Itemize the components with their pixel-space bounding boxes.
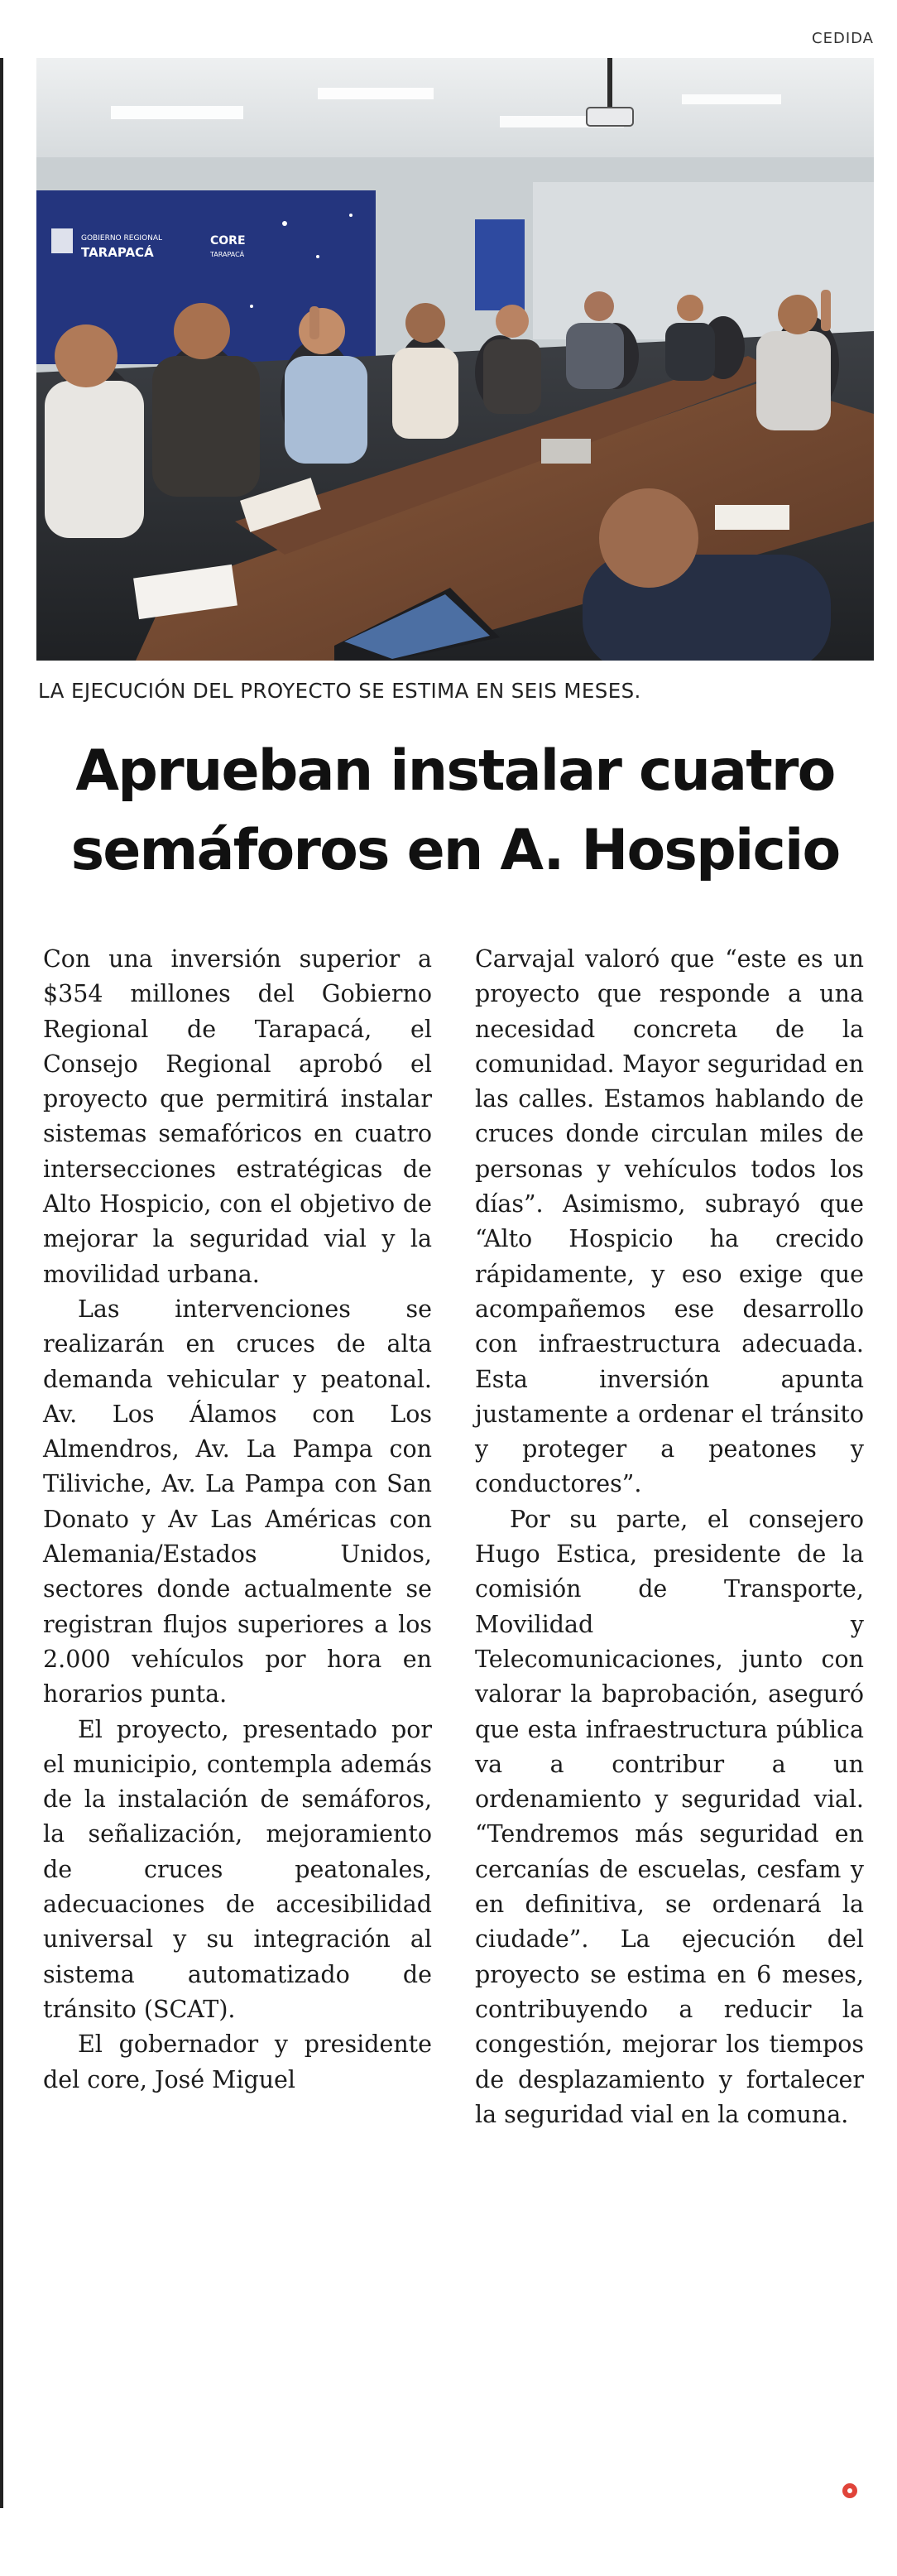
paragraph-5: Carvajal valoró que “este es un proyecto que responde a una necesidad concreta de la comunidad. Mayor seguridad en las calles. Estamos hablando de cruces donde circulan miles de personas y vehículos todos los días”. Asimismo, subrayó que “Alto Hospicio ha crecido rápidamente, y eso exige que acompañemos ese desarrollo con infraestructura adecuada. Esta inversión apunta justamente a ordenar el tránsito y proteger a peatones y conductores”. [475,945,864,1498]
headline-line-1: Aprueban instalar cuatro [75,738,835,804]
svg-text:GOBIERNO REGIONAL: GOBIERNO REGIONAL [81,234,163,243]
paragraph-3: El proyecto, presentado por el municipio, contempla además de la instalación de semáforos, la señalización, mejoramiento de cruces peatonales, adecuaciones de accesibilidad universal y su integración al sistema automatizado de tránsito (SCAT). [43,1715,432,2023]
svg-text:TARAPACÁ: TARAPACÁ [210,251,245,258]
paragraph-4: El gobernador y presidente del core, José Miguel [43,2031,432,2093]
page-edge-line [0,58,3,2508]
article-photo [36,58,874,661]
article-column-1 [43,942,432,2098]
article-headline [33,732,877,891]
svg-text:CORE: CORE [210,234,246,248]
paragraph-1: Con una inversión superior a $354 millones del Gobierno Regional de Tarapacá, el Consejo Regional aprobó el proyecto que permitirá instalar sistemas semafóricos en cuatro intersecciones estratégicas de Alto Hospicio, con el objetivo de mejorar la seguridad vial y la movilidad urbana. [43,945,432,1288]
paragraph-6: Por su parte, el consejero Hugo Estica, presidente de la comisión de Transporte, Movilidad y Telecomunicaciones, junto con valorar la baprobación, aseguró que esta infraestructura pública va a contribur a un ordenamiento y seguridad vial. “Tendremos más seguridad en cercanías de escuelas, cesfam y en definitiva, se ordenará la ciudade”. La ejecución del proyecto se estima en 6 meses, contribuyendo a reducir la congestión, mejorar los tiempos de desplazamiento y fortalecer la seguridad vial en la comuna. [475,1505,864,2128]
svg-text:TARAPACÁ: TARAPACÁ [81,245,154,260]
photo-caption: LA EJECUCIÓN DEL PROYECTO SE ESTIMA EN SEIS MESES. [38,679,641,703]
photo-credit: CEDIDA [812,30,874,47]
paragraph-2: Las intervenciones se realizarán en cruces de alta demanda vehicular y peatonal. Av. Los Álamos con Los Almendros, Av. La Pampa con Tiliviche, Av. La Pampa con San Donato y Av Las Américas con Alemania/Estados Unidos, sectores donde actualmente se registran flujos superiores a los 2.000 vehículos por hora en horarios punta. [43,1295,432,1709]
article-column-2 [475,942,864,2132]
headline-line-2: semáforos en A. Hospicio [70,818,840,883]
article-end-icon [842,2483,857,2498]
